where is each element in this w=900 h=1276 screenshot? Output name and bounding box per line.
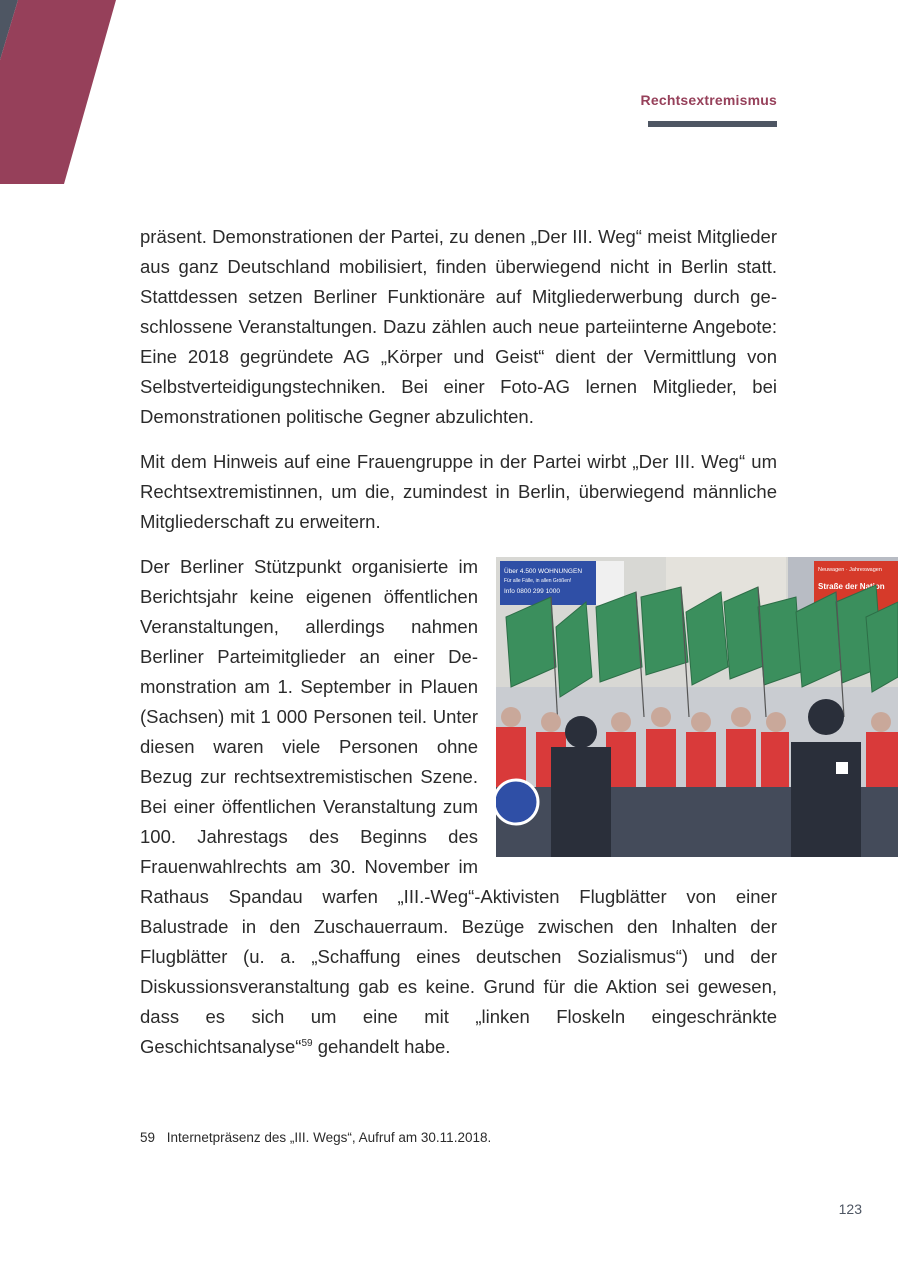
header-rule xyxy=(648,121,777,127)
photo-illustration xyxy=(496,557,898,857)
footnote-reference[interactable]: 59 xyxy=(301,1037,313,1049)
corner-decoration xyxy=(0,0,120,190)
sign-left-line-3: Info 0800 299 1000 xyxy=(504,588,561,595)
page-number: 123 xyxy=(838,1201,862,1217)
paragraph-3-text: Der Berliner Stützpunkt organisierte im Berichtsjahr keine eigenen öffentlichen Veranstaltungen, allerdings nahmen Berliner Parteimitglieder an einer Demonstration am 1. September in Plauen (Sachsen) mit 1 000 Personen teil. Unter diesen waren viele Personen ohne Bezug zur rechtsextremistischen Szene. Bei einer öffentlichen Veranstaltung zum 100. Jahrestags des Beginns des Frauenwahlrechts am 30. November im Rathaus Spandau warfen „III.-Weg“-Aktivisten Flugblätter von einer Balustrade in den Zuschauerraum. Bezüge zwischen den Inhalten der Flugblätter (u. a. „Schaffung eines deutschen Sozialismus“) und der Diskussionsveranstaltung gab es keine. Grund für die Aktion sei gewesen, dass es sich um eine mit „linken Floskeln eingeschränkte Geschichtsanalyse“ xyxy=(140,556,777,1057)
sign-right-line-1: Neuwagen · Jahreswagen xyxy=(818,567,882,573)
sign-left-line-2: Für alle Fälle, in allen Größen! xyxy=(504,578,572,584)
paragraph-3-end: gehandelt habe. xyxy=(312,1036,451,1057)
paragraph-2: Mit dem Hinweis auf eine Frauengruppe in der Partei wirbt „Der III. Weg“ um Rechtsextremistinnen, um die, zumindest in Berlin, überwiegend männliche Mitgliederschaft zu erweitern. xyxy=(140,451,777,532)
footnote xyxy=(140,1130,491,1145)
footnote-number: 59 xyxy=(140,1130,156,1145)
paragraph-3 xyxy=(140,552,885,1062)
demonstration-photo xyxy=(496,557,898,857)
paragraph-1: präsent. Demonstrationen der Partei, zu denen „Der III. Weg“ meist Mitglieder aus ganz Deutschland mobilisiert, finden überwiegend nicht in Berlin statt. Stattdessen setzen Berliner Funktionäre auf Mitgliederwerbung durch geschlossene Veranstaltungen. Dazu zählen auch neue parteiinterne Angebote: Eine 2018 gegründete AG „Körper und Geist“ dient der Vermittlung von Selbstverteidigungstechniken. Bei einer Foto-AG lernen Mitglieder, bei Demonstrationen politische Gegner abzulichten. xyxy=(140,226,777,427)
sign-right-line-2: Straße der Nation xyxy=(818,582,885,591)
footnote-text: Internetpräsenz des „III. Wegs“, Aufruf am 30.11.2018. xyxy=(166,1130,492,1145)
section-title: Rechtsextremismus xyxy=(640,92,777,108)
sign-left-line-1: Über 4.500 WOHNUNGEN xyxy=(504,568,583,575)
